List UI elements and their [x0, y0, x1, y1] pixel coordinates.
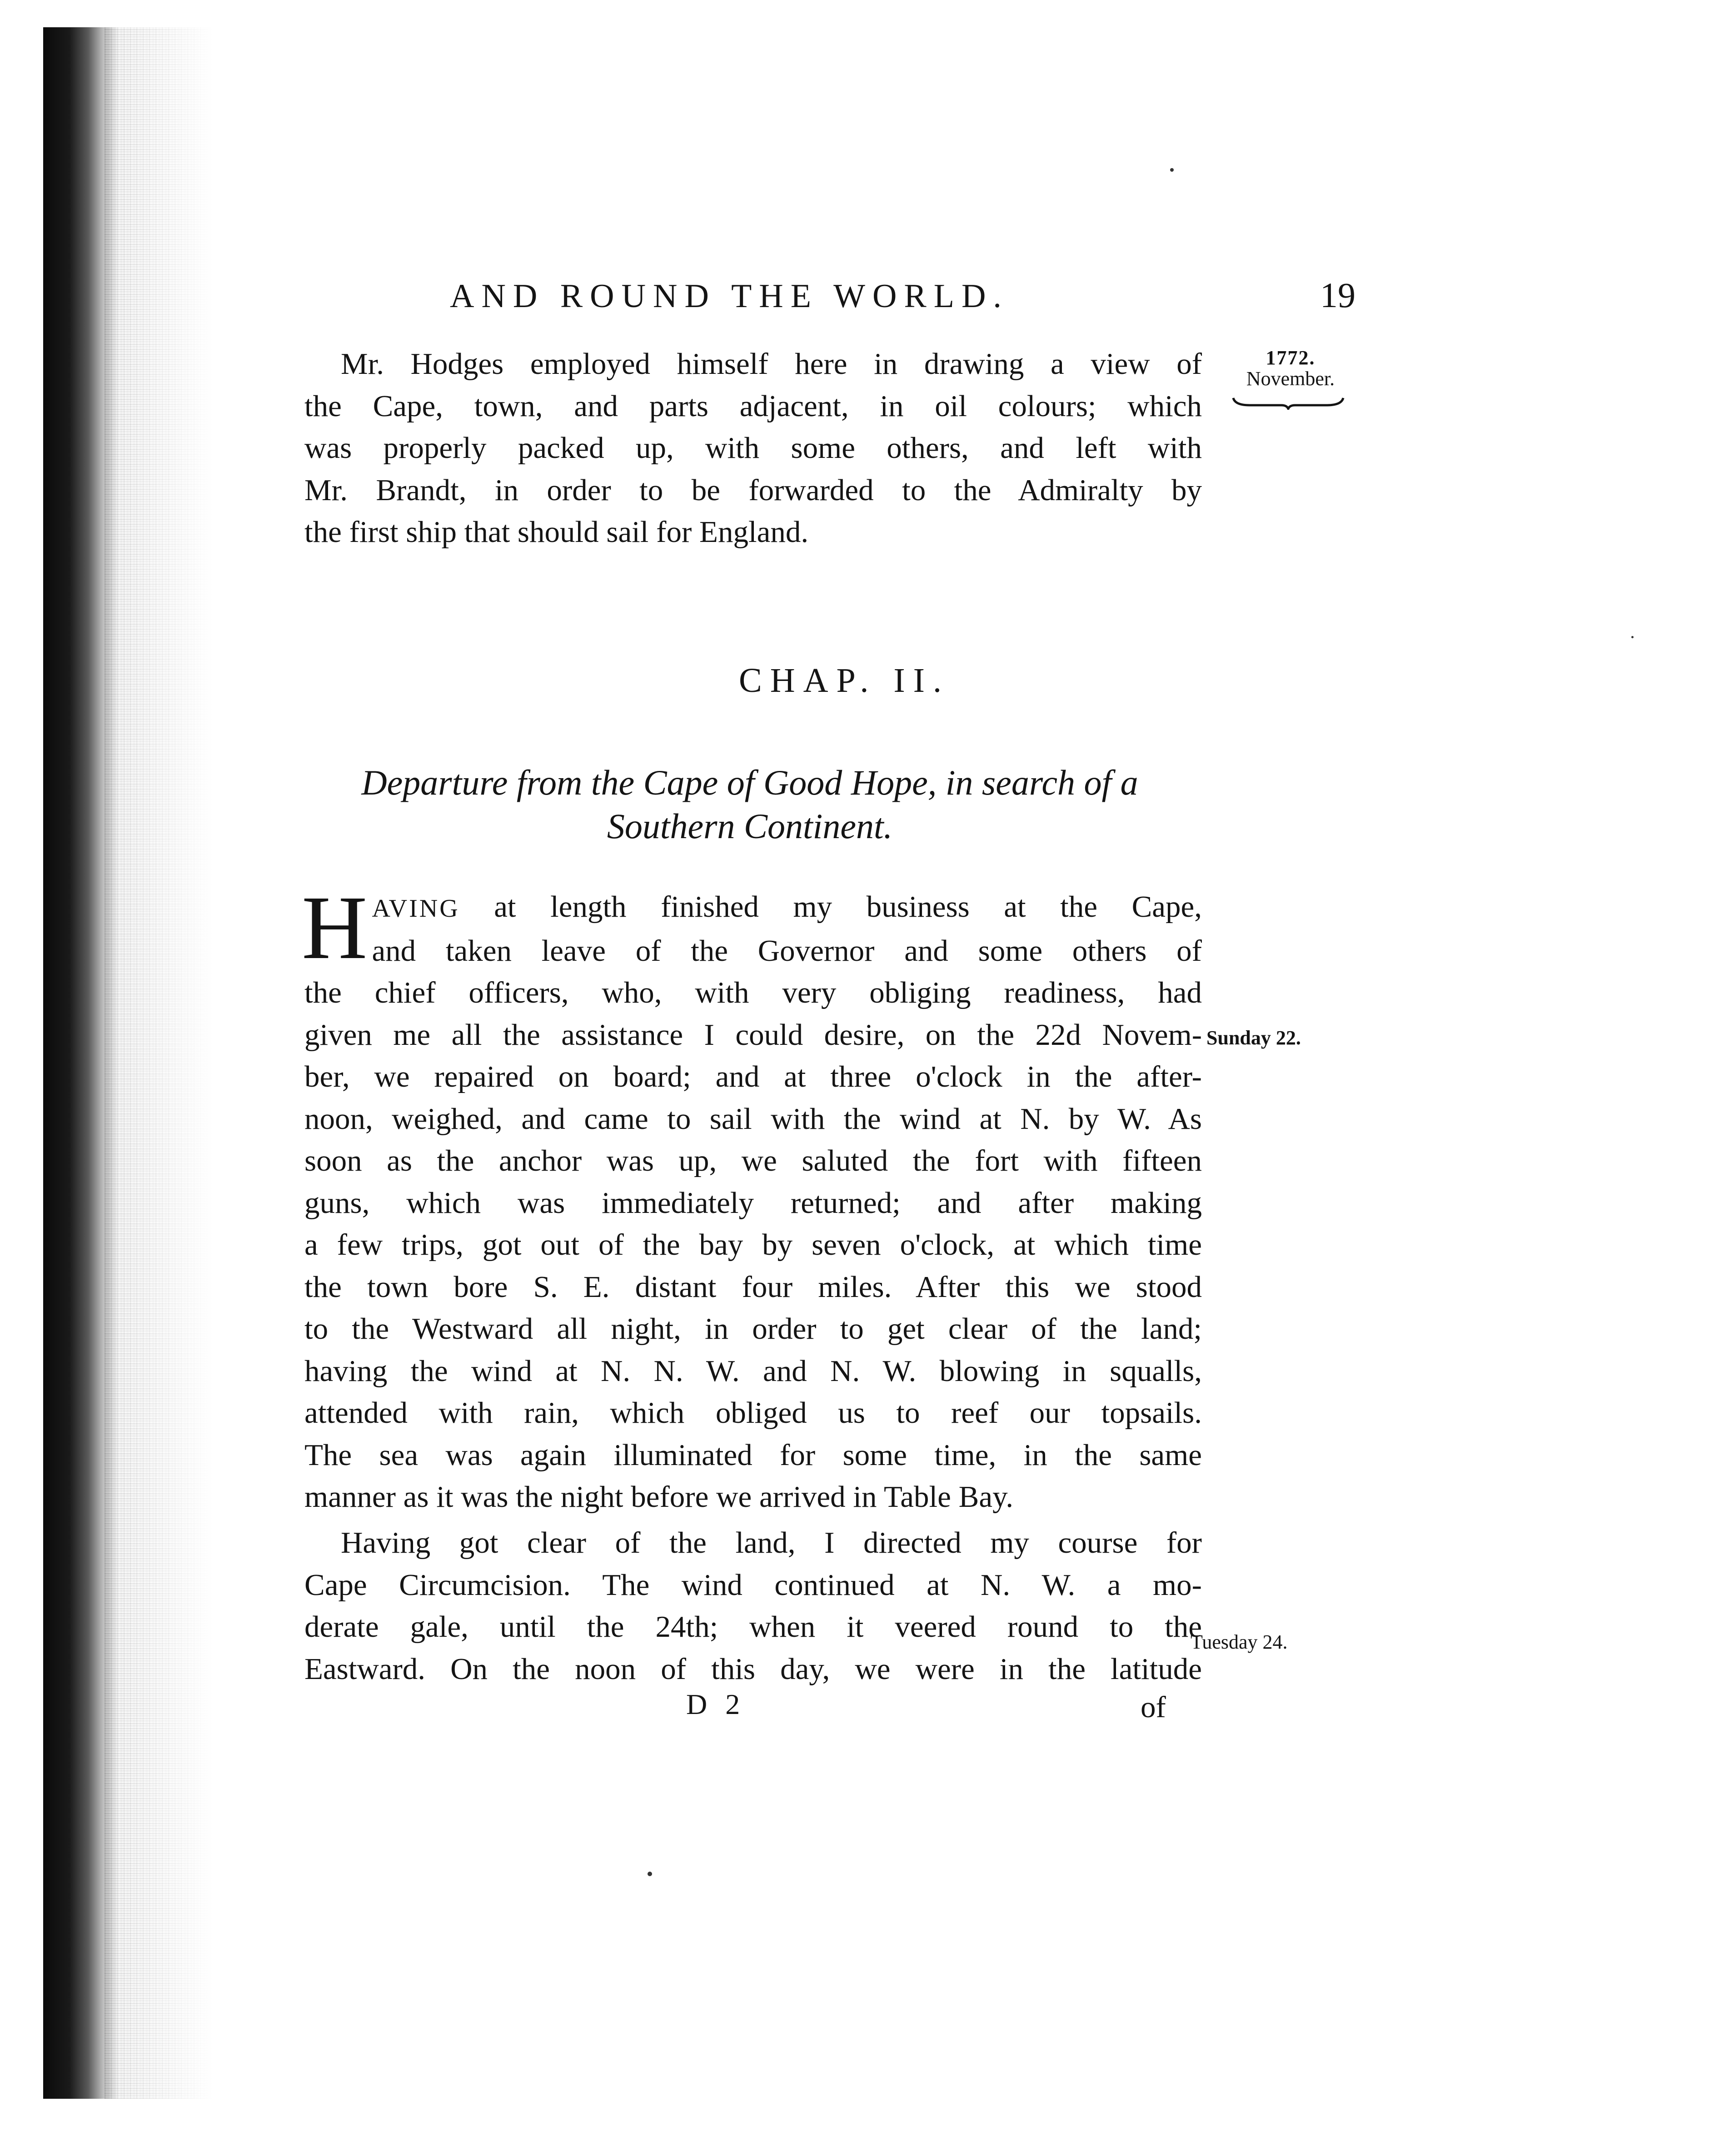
main-line: attended with rain, which obliged us to reef our topsails.: [304, 1396, 1202, 1430]
main-line: ber, we repaired on board; and at three o'clock in the after-: [304, 1060, 1202, 1093]
chapter-subtitle-line: Departure from the Cape of Good Hope, in search of a: [361, 763, 1138, 802]
scan-speck: [648, 1872, 652, 1876]
running-head: AND ROUND THE WORLD.: [450, 278, 1009, 315]
margin-year: 1772.: [1266, 347, 1315, 369]
main-line: noon, weighed, and came to sail with the wind at N. by W. As: [304, 1102, 1202, 1136]
second-line: Eastward. On the noon of this day, we were in the latitude: [304, 1652, 1202, 1686]
main-line: and taken leave of the Governor and some others of: [372, 934, 1202, 968]
main-line: guns, which was immediately returned; and after making: [304, 1186, 1202, 1220]
margin-note-date: [1231, 348, 1350, 389]
chapter-subtitle: [318, 761, 1181, 848]
margin-month: November.: [1246, 368, 1335, 390]
main-line-first-rest: at length finished my business at the Cape,: [459, 890, 1202, 924]
main-line: the town bore S. E. distant four miles. After this we stood: [304, 1270, 1202, 1304]
chapter-heading-text: CHAP. II.: [739, 661, 950, 700]
main-line: The sea was again illuminated for some time, in the same: [304, 1438, 1202, 1472]
main-line: the chief officers, who, with very obliging readiness, had: [304, 976, 1202, 1009]
page-number: 19: [1320, 275, 1355, 315]
second-line: Cape Circumcision. The wind continued at N. W. a mo-: [304, 1568, 1202, 1602]
second-line: derate gale, until the 24th; when it veered round to the: [304, 1610, 1202, 1644]
margin-note-tuesday: Tuesday 24.: [1191, 1631, 1288, 1653]
scan-speck: [1170, 168, 1174, 172]
intro-line: the Cape, town, and parts adjacent, in oil colours; which: [304, 389, 1202, 423]
second-paragraph: [304, 1522, 1202, 1690]
intro-line: the first ship that should sail for England.: [304, 515, 809, 549]
main-line: soon as the anchor was up, we saluted the fort with fifteen: [304, 1144, 1202, 1177]
intro-line: was properly packed up, with some others, and left with: [304, 431, 1202, 465]
first-word-smallcaps: AVING: [372, 894, 460, 923]
drop-cap: H: [302, 878, 368, 978]
main-line: a few trips, got out of the bay by seven o'clock, at which time: [304, 1228, 1202, 1262]
chapter-heading: [0, 661, 1734, 700]
main-line-first: [304, 886, 1202, 930]
intro-line: Mr. Hodges employed himself here in drawing a view of: [341, 347, 1202, 381]
intro-line: Mr. Brandt, in order to be forwarded to the Admiralty by: [304, 473, 1202, 507]
intro-paragraph: [304, 343, 1202, 553]
main-line: to the Westward all night, in order to get clear of the land;: [304, 1312, 1202, 1346]
margin-note-sunday: Sunday 22.: [1206, 1027, 1301, 1049]
main-line: having the wind at N. N. W. and N. W. blowing in squalls,: [304, 1354, 1202, 1388]
second-line: Having got clear of the land, I directed my course for: [341, 1526, 1202, 1560]
scan-speck: [1631, 636, 1634, 638]
catchword: of: [1141, 1690, 1166, 1724]
main-line: manner as it was the night before we arrived in Table Bay.: [304, 1480, 1013, 1514]
printer-signature-mark: D 2: [686, 1688, 746, 1720]
scanned-binding-speckle: [105, 27, 214, 2099]
main-paragraph: [302, 878, 1202, 1518]
chapter-subtitle-line: Southern Continent.: [607, 806, 893, 846]
main-line: given me all the assistance I could desire, on the 22d Novem-: [304, 1018, 1202, 1052]
margin-brace-icon: [1231, 396, 1345, 410]
